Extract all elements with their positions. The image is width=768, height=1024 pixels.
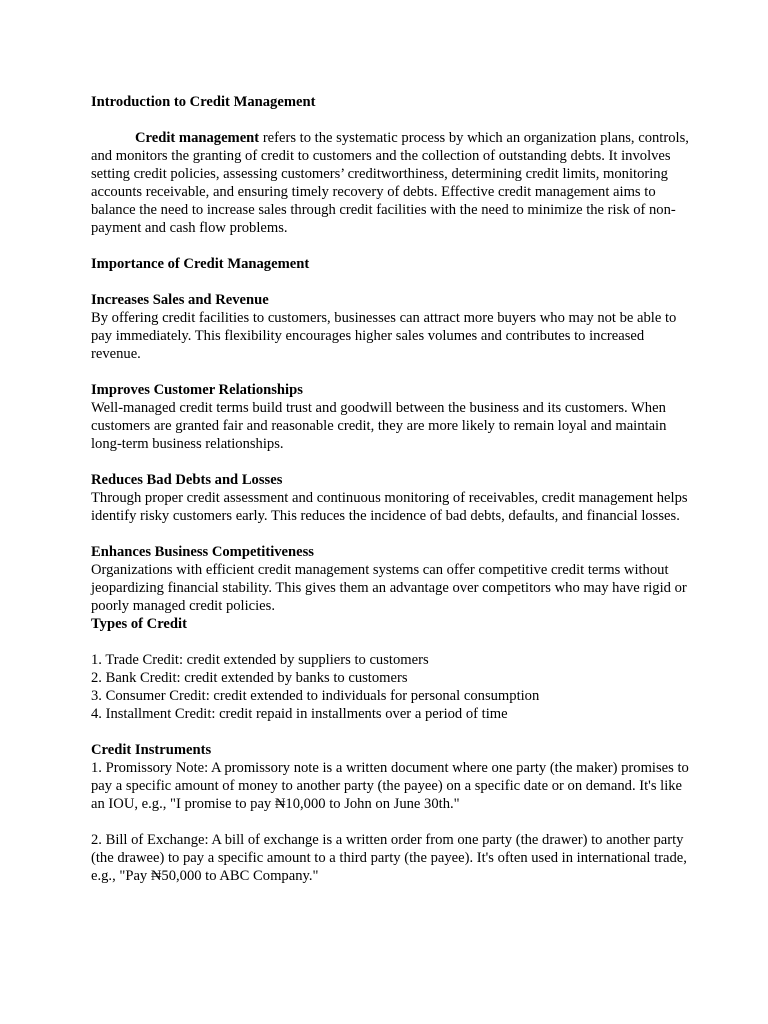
- types-heading: Types of Credit: [91, 616, 187, 632]
- section-title-competitiveness: Enhances Business Competitiveness: [91, 544, 314, 560]
- list-item: 4. Installment Credit: credit repaid in installments over a period of time: [91, 706, 508, 722]
- section-title-sales: Increases Sales and Revenue: [91, 292, 269, 308]
- importance-heading: Importance of Credit Management: [91, 256, 310, 272]
- list-item: 2. Bank Credit: credit extended by banks to customers: [91, 670, 408, 686]
- instruments-heading: Credit Instruments: [91, 742, 212, 758]
- section-text-competitiveness: Organizations with efficient credit management systems can offer competitive credit terms without jeopardizing financial stability. This gives them an advantage over competitors who may have rigid or poorly managed credit policies.: [91, 562, 687, 614]
- list-item: 1. Trade Credit: credit extended by suppliers to customers: [91, 652, 429, 668]
- section-title-bad-debts: Reduces Bad Debts and Losses: [91, 472, 283, 488]
- section-text-sales: By offering credit facilities to customers, businesses can attract more buyers who may not be able to pay immediately. This flexibility encourages higher sales volumes and contributes to increased revenue.: [91, 310, 677, 362]
- instrument-bill-of-exchange: 2. Bill of Exchange: A bill of exchange is a written order from one party (the drawer) to another party (the drawee) to pay a specific amount to a third party (the payee). It's often used in international trade, e.g., "Pay ₦50,000 to ABC Company.": [91, 832, 687, 884]
- intro-body: refers to the systematic process by which an organization plans, controls, and monitors the granting of credit to customers and the collection of outstanding debts. It involves setting credit policies, assessing customers’ creditworthiness, determining credit limits, monitoring accounts receivable, and ensuring timely recovery of debts. Effective credit management aims to balance the need to increase sales through credit facilities with the need to minimize the risk of non-payment and cash flow problems.: [91, 130, 689, 236]
- instrument-promissory-note: 1. Promissory Note: A promissory note is a written document where one party (the maker) promises to pay a specific amount of money to another party (the payee) on a specific date or on demand. It's like an IOU, e.g., "I promise to pay ₦10,000 to John on June 30th.": [91, 760, 689, 812]
- section-text-bad-debts: Through proper credit assessment and continuous monitoring of receivables, credit management helps identify risky customers early. This reduces the incidence of bad debts, defaults, and financial losses.: [91, 490, 688, 524]
- document-page: [91, 93, 691, 903]
- document-title: Introduction to Credit Management: [91, 94, 316, 110]
- types-list: [91, 651, 691, 723]
- list-item: 3. Consumer Credit: credit extended to individuals for personal consumption: [91, 688, 540, 704]
- intro-paragraph: [91, 129, 691, 237]
- section-title-relationships: Improves Customer Relationships: [91, 382, 303, 398]
- intro-lead-term: Credit management: [135, 130, 260, 146]
- section-text-relationships: Well-managed credit terms build trust and goodwill between the business and its customers. When customers are granted fair and reasonable credit, they are more likely to remain loyal and maintain long-term business relationships.: [91, 400, 667, 452]
